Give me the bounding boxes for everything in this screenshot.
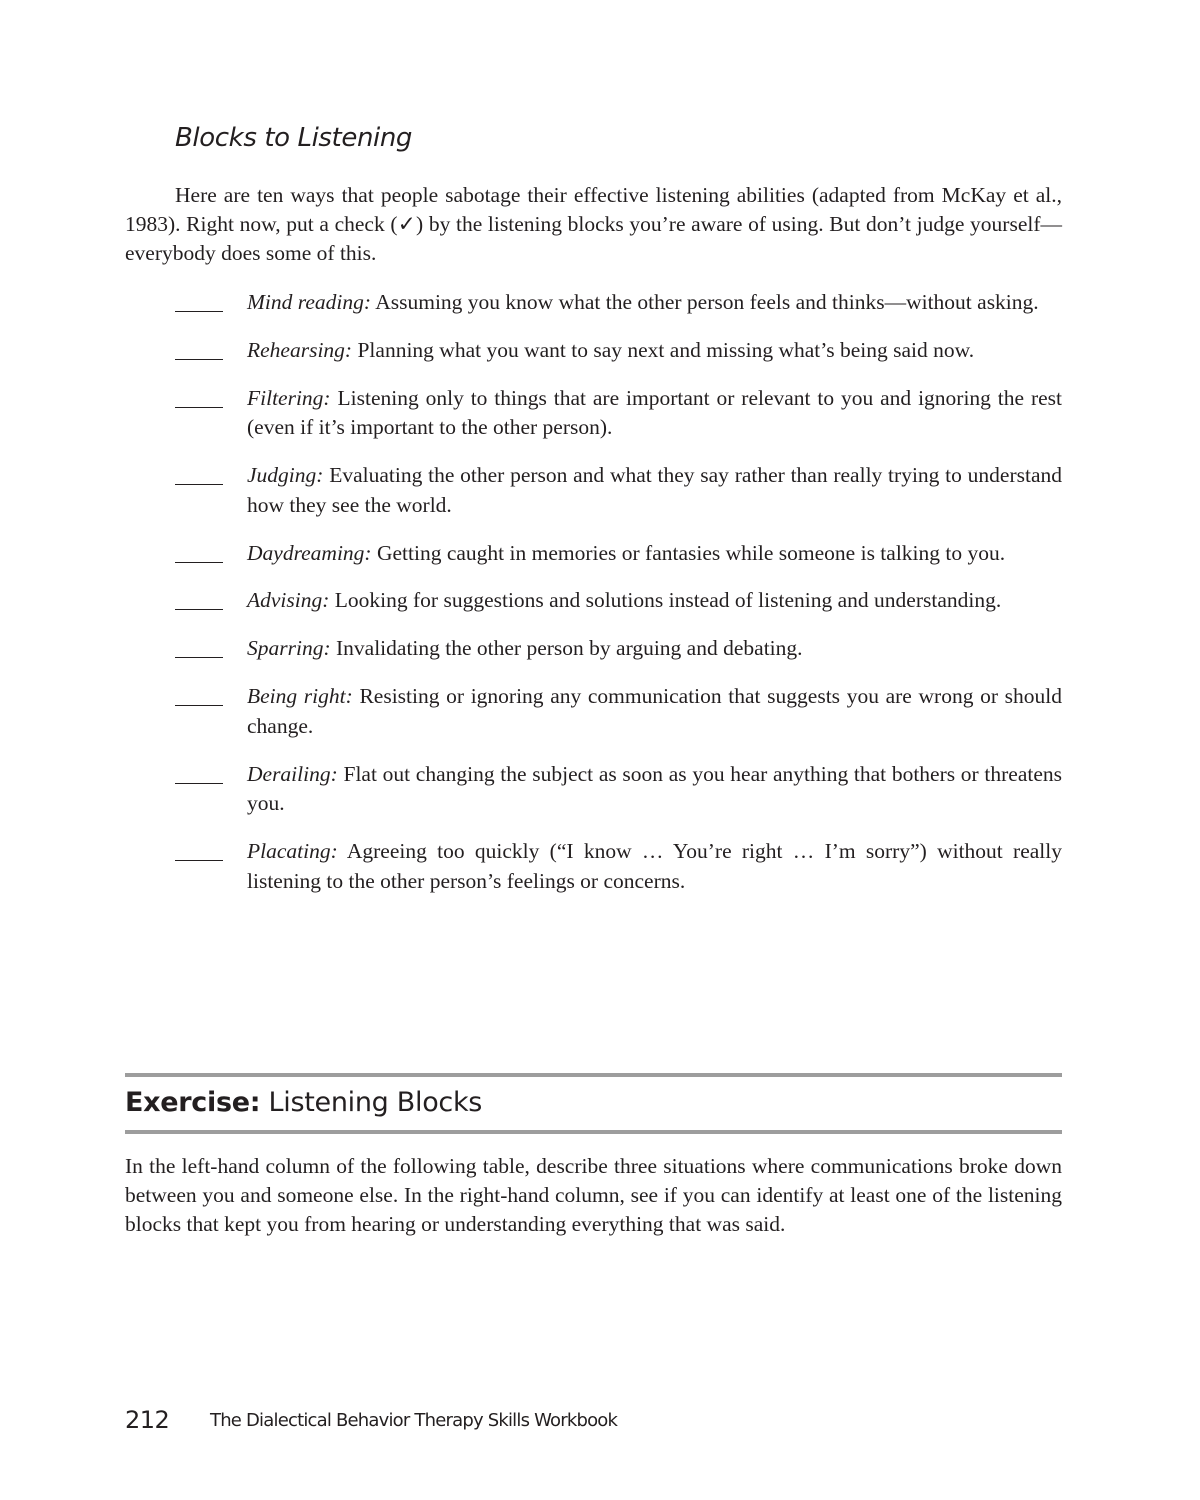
running-title: The Dialectical Behavior Therapy Skills Workbook — [210, 1410, 618, 1431]
checklist-item-text — [247, 539, 1062, 569]
checklist-item — [175, 336, 1062, 366]
check-blank[interactable] — [175, 288, 247, 318]
block-description: Resisting or ignoring any communication that suggests you are wrong or should change. — [247, 684, 1062, 738]
block-description: Planning what you want to say next and missing what’s being said now. — [357, 337, 975, 362]
check-blank[interactable] — [175, 461, 247, 491]
checklist-item — [175, 539, 1062, 569]
check-blank[interactable] — [175, 586, 247, 616]
checklist-item — [175, 586, 1062, 616]
block-term: Sparring: — [247, 636, 331, 661]
checklist-item-text — [247, 837, 1062, 896]
block-term: Being right: — [247, 684, 353, 709]
checklist-item-text — [247, 461, 1062, 520]
block-description: Looking for suggestions and solutions instead of listening and understanding. — [334, 588, 1002, 613]
block-term: Judging: — [247, 463, 324, 488]
checklist-item — [175, 384, 1062, 443]
check-blank[interactable] — [175, 760, 247, 790]
checklist-item — [175, 760, 1062, 819]
check-blank[interactable] — [175, 682, 247, 712]
exercise-name: Listening Blocks — [268, 1087, 483, 1118]
block-term: Rehearsing: — [247, 337, 353, 362]
block-term: Advising: — [247, 588, 330, 613]
checklist-item — [175, 837, 1062, 896]
checklist-item-text — [247, 384, 1062, 443]
checklist-item — [175, 682, 1062, 741]
checklist-item-text — [247, 336, 1062, 366]
checklist-item-text — [247, 760, 1062, 819]
check-blank[interactable] — [175, 384, 247, 414]
block-term: Derailing: — [247, 761, 338, 786]
check-blank[interactable] — [175, 634, 247, 664]
checklist-item-text — [247, 288, 1062, 318]
block-description: Listening only to things that are important or relevant to you and ignoring the rest (even if it’s important to the other person). — [247, 385, 1062, 440]
checklist-item — [175, 634, 1062, 664]
checklist-item-text — [247, 682, 1062, 741]
section-heading: Blocks to Listening — [175, 123, 413, 153]
checklist-item-text — [247, 634, 1062, 664]
checklist-item — [175, 288, 1062, 318]
block-description: Invalidating the other person by arguing and debating. — [336, 636, 803, 661]
exercise-top-rule — [125, 1073, 1062, 1077]
exercise-bottom-rule — [125, 1130, 1062, 1134]
checklist-item — [175, 461, 1062, 520]
exercise-instructions: In the left-hand column of the following table, describe three situations where communications broke down between you and someone else. In the right-hand column, see if you can identify at least one of the listening blocks that kept you from hearing or understanding everything that was said. — [125, 1154, 1062, 1236]
block-description: Getting caught in memories or fantasies while someone is talking to you. — [376, 540, 1006, 565]
check-blank[interactable] — [175, 539, 247, 569]
checklist-item-text — [247, 586, 1062, 616]
block-term: Daydreaming: — [247, 540, 372, 565]
block-term: Placating: — [247, 839, 338, 864]
intro-paragraph: Here are ten ways that people sabotage their effective listening abilities (adapted from McKay et al., 1983). Right now, put a check (✓) by the listening blocks you’re aware of using. But don’t judge yourself—everybody does some of this. — [125, 183, 1062, 265]
page-number: 212 — [125, 1406, 170, 1434]
check-blank[interactable] — [175, 336, 247, 366]
exercise-title — [125, 1083, 482, 1123]
block-term: Mind reading: — [247, 290, 372, 314]
check-blank[interactable] — [175, 837, 247, 867]
block-term: Filtering: — [247, 385, 331, 410]
block-description: Agreeing too quickly (“I know … You’re right … I’m sorry”) without really listening to the other person’s feelings or concerns. — [247, 839, 1062, 893]
block-description: Evaluating the other person and what they say rather than really trying to understand how they see the world. — [247, 463, 1062, 517]
exercise-label: Exercise: — [125, 1087, 261, 1118]
block-description: Assuming you know what the other person feels and thinks—without asking. — [375, 290, 1039, 314]
block-description: Flat out changing the subject as soon as you hear anything that bothers or threatens you. — [247, 761, 1063, 816]
listening-blocks-checklist — [175, 288, 1062, 914]
